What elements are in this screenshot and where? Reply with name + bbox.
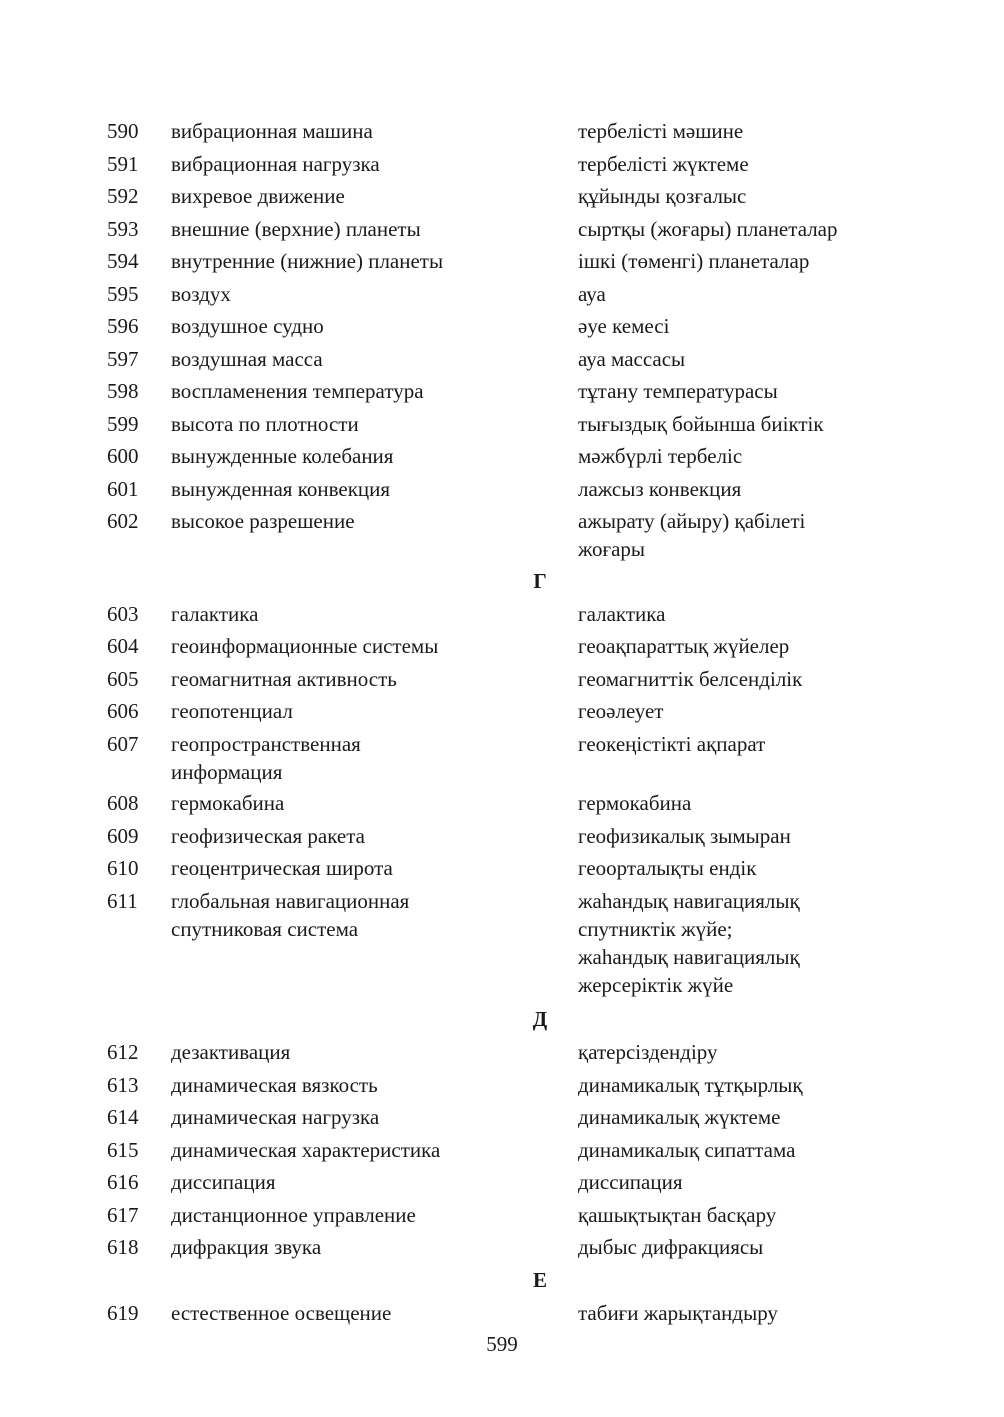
- kazakh-term: динамикалық тұтқырлық: [578, 1072, 803, 1097]
- kazakh-term: табиғи жарықтандыру: [578, 1300, 778, 1325]
- russian-term: высокое разрешение: [171, 509, 355, 533]
- kazakh-term: геокеңістікті ақпарат: [578, 731, 766, 756]
- entry-number: 596: [107, 314, 139, 338]
- glossary-entry: [0, 1038, 1004, 1071]
- glossary-entry: [0, 665, 1004, 698]
- russian-term: вибрационная нагрузка: [171, 151, 380, 176]
- russian-term: геопространственная информация: [171, 731, 361, 784]
- russian-term: вибрационная машина: [171, 119, 373, 143]
- entry-number: 612: [107, 1040, 139, 1064]
- glossary-entry: [0, 150, 1004, 183]
- entry-number: 617: [107, 1202, 139, 1227]
- entry-number: 603: [107, 601, 139, 626]
- entry-number: 619: [107, 1300, 139, 1325]
- glossary-entry: [0, 697, 1004, 730]
- entry-number: 606: [107, 699, 139, 723]
- glossary-entry: [0, 312, 1004, 345]
- entry-number: 613: [107, 1072, 139, 1097]
- russian-term: внешние (верхние) планеты: [171, 216, 421, 241]
- kazakh-term: тұтану температурасы: [578, 379, 778, 403]
- kazakh-term: лажсыз конвекция: [578, 476, 742, 501]
- kazakh-term: ажырату (айыру) қабілеті жоғары: [578, 509, 806, 561]
- entry-number: 616: [107, 1170, 139, 1194]
- russian-term: геоинформационные системы: [171, 634, 439, 658]
- glossary-entry: [0, 215, 1004, 248]
- kazakh-term: геоорталықты ендік: [578, 856, 757, 880]
- entry-number: 595: [107, 281, 139, 306]
- entry-number: 611: [107, 888, 138, 913]
- russian-term: естественное освещение: [171, 1300, 392, 1325]
- kazakh-term: динамикалық жүктеме: [578, 1105, 781, 1129]
- kazakh-term: тығыздық бойынша биіктік: [578, 411, 824, 436]
- russian-term: дистанционное управление: [171, 1202, 416, 1227]
- kazakh-term: тербелісті жүктеме: [578, 151, 749, 176]
- kazakh-term: ішкі (төменгі) планеталар: [578, 249, 810, 273]
- russian-term: геофизическая ракета: [171, 823, 365, 848]
- glossary-entry: [0, 345, 1004, 378]
- glossary-entry: [0, 280, 1004, 313]
- russian-term: вихревое движение: [171, 184, 345, 208]
- russian-term: геоцентрическая широта: [171, 856, 393, 880]
- entry-number: 591: [107, 151, 139, 176]
- russian-term: динамическая характеристика: [171, 1137, 441, 1162]
- kazakh-term: әуе кемесі: [578, 314, 670, 338]
- entry-number: 601: [107, 476, 139, 501]
- entry-number: 615: [107, 1137, 139, 1162]
- russian-term: воздушное судно: [171, 314, 324, 338]
- entry-number: 604: [107, 634, 139, 658]
- glossary-entry: [0, 1168, 1004, 1201]
- glossary-entries: [0, 117, 1004, 1331]
- glossary-entry: [0, 507, 1004, 567]
- glossary-entry: [0, 247, 1004, 280]
- glossary-entry: [0, 789, 1004, 822]
- glossary-entry: [0, 1103, 1004, 1136]
- kazakh-term: сыртқы (жоғары) планеталар: [578, 216, 838, 241]
- entry-number: 602: [107, 509, 139, 533]
- russian-term: воспламенения температура: [171, 379, 424, 403]
- kazakh-term: гермокабина: [578, 791, 692, 815]
- section-letter: Е: [532, 1267, 547, 1292]
- kazakh-term: құйынды қозғалыс: [578, 184, 747, 208]
- kazakh-term: ауа: [578, 281, 606, 306]
- entry-number: 610: [107, 856, 139, 880]
- entry-number: 600: [107, 444, 139, 468]
- glossary-entry: [0, 410, 1004, 443]
- glossary-entry: [0, 887, 1004, 1001]
- russian-term: глобальная навигационная спутниковая система: [171, 888, 410, 941]
- glossary-entry: [0, 632, 1004, 665]
- kazakh-term: геофизикалық зымыран: [578, 823, 791, 848]
- kazakh-term: ауа массасы: [578, 346, 686, 371]
- kazakh-term: тербелісті мәшине: [578, 119, 744, 143]
- kazakh-term: динамикалық сипаттама: [578, 1137, 796, 1162]
- russian-term: вынужденные колебания: [171, 444, 394, 468]
- glossary-entry: [0, 1071, 1004, 1104]
- entry-number: 590: [107, 119, 139, 143]
- glossary-entry: [0, 730, 1004, 790]
- glossary-entry: [0, 1136, 1004, 1169]
- glossary-entry: [0, 854, 1004, 887]
- glossary-entry: [0, 377, 1004, 410]
- glossary-entry: [0, 117, 1004, 150]
- glossary-entry: [0, 600, 1004, 633]
- entry-number: 618: [107, 1235, 139, 1259]
- entry-number: 608: [107, 791, 139, 815]
- glossary-entry: [0, 1233, 1004, 1266]
- kazakh-term: қашықтықтан басқару: [578, 1202, 777, 1227]
- russian-term: воздух: [171, 281, 231, 306]
- entry-number: 598: [107, 379, 139, 403]
- russian-term: гермокабина: [171, 791, 285, 815]
- russian-term: динамическая нагрузка: [171, 1105, 380, 1129]
- section-letter: Г: [533, 568, 547, 593]
- russian-term: динамическая вязкость: [171, 1072, 378, 1097]
- entry-number: 609: [107, 823, 139, 848]
- russian-term: геомагнитная активность: [171, 666, 397, 691]
- entry-number: 599: [107, 411, 139, 436]
- glossary-entry: [0, 822, 1004, 855]
- russian-term: дезактивация: [171, 1040, 291, 1064]
- russian-term: внутренние (нижние) планеты: [171, 249, 444, 273]
- entry-number: 594: [107, 249, 139, 273]
- page-number: 599: [486, 1332, 518, 1356]
- entry-number: 605: [107, 666, 139, 691]
- kazakh-term: жаһандық навигациялық спутниктік жүйе; жаһандық навигациялық жерсеріктік жүйе: [578, 888, 800, 997]
- kazakh-term: диссипация: [578, 1170, 683, 1194]
- kazakh-term: мәжбүрлі тербеліс: [578, 444, 743, 468]
- glossary-entry: [0, 1201, 1004, 1234]
- kazakh-term: геомагниттік белсенділік: [578, 666, 803, 691]
- entry-number: 593: [107, 216, 139, 241]
- russian-term: вынужденная конвекция: [171, 476, 391, 501]
- kazakh-term: галактика: [578, 601, 666, 626]
- glossary-entry: [0, 475, 1004, 508]
- russian-term: диссипация: [171, 1170, 276, 1194]
- russian-term: геопотенциал: [171, 699, 293, 723]
- kazakh-term: дыбыс дифракциясы: [578, 1235, 764, 1259]
- entry-number: 597: [107, 346, 139, 371]
- kazakh-term: қатерсіздендіру: [578, 1040, 718, 1064]
- russian-term: воздушная масса: [171, 346, 323, 371]
- entry-number: 607: [107, 731, 139, 756]
- glossary-entry: [0, 442, 1004, 475]
- kazakh-term: геоәлеует: [578, 699, 664, 723]
- entry-number: 592: [107, 184, 139, 208]
- section-letter: Д: [532, 1007, 548, 1031]
- entry-number: 614: [107, 1105, 139, 1129]
- glossary-entry: [0, 182, 1004, 215]
- russian-term: дифракция звука: [171, 1235, 322, 1259]
- russian-term: высота по плотности: [171, 411, 359, 436]
- russian-term: галактика: [171, 601, 259, 626]
- glossary-entry: [0, 1299, 1004, 1332]
- kazakh-term: геоақпараттық жүйелер: [578, 634, 790, 658]
